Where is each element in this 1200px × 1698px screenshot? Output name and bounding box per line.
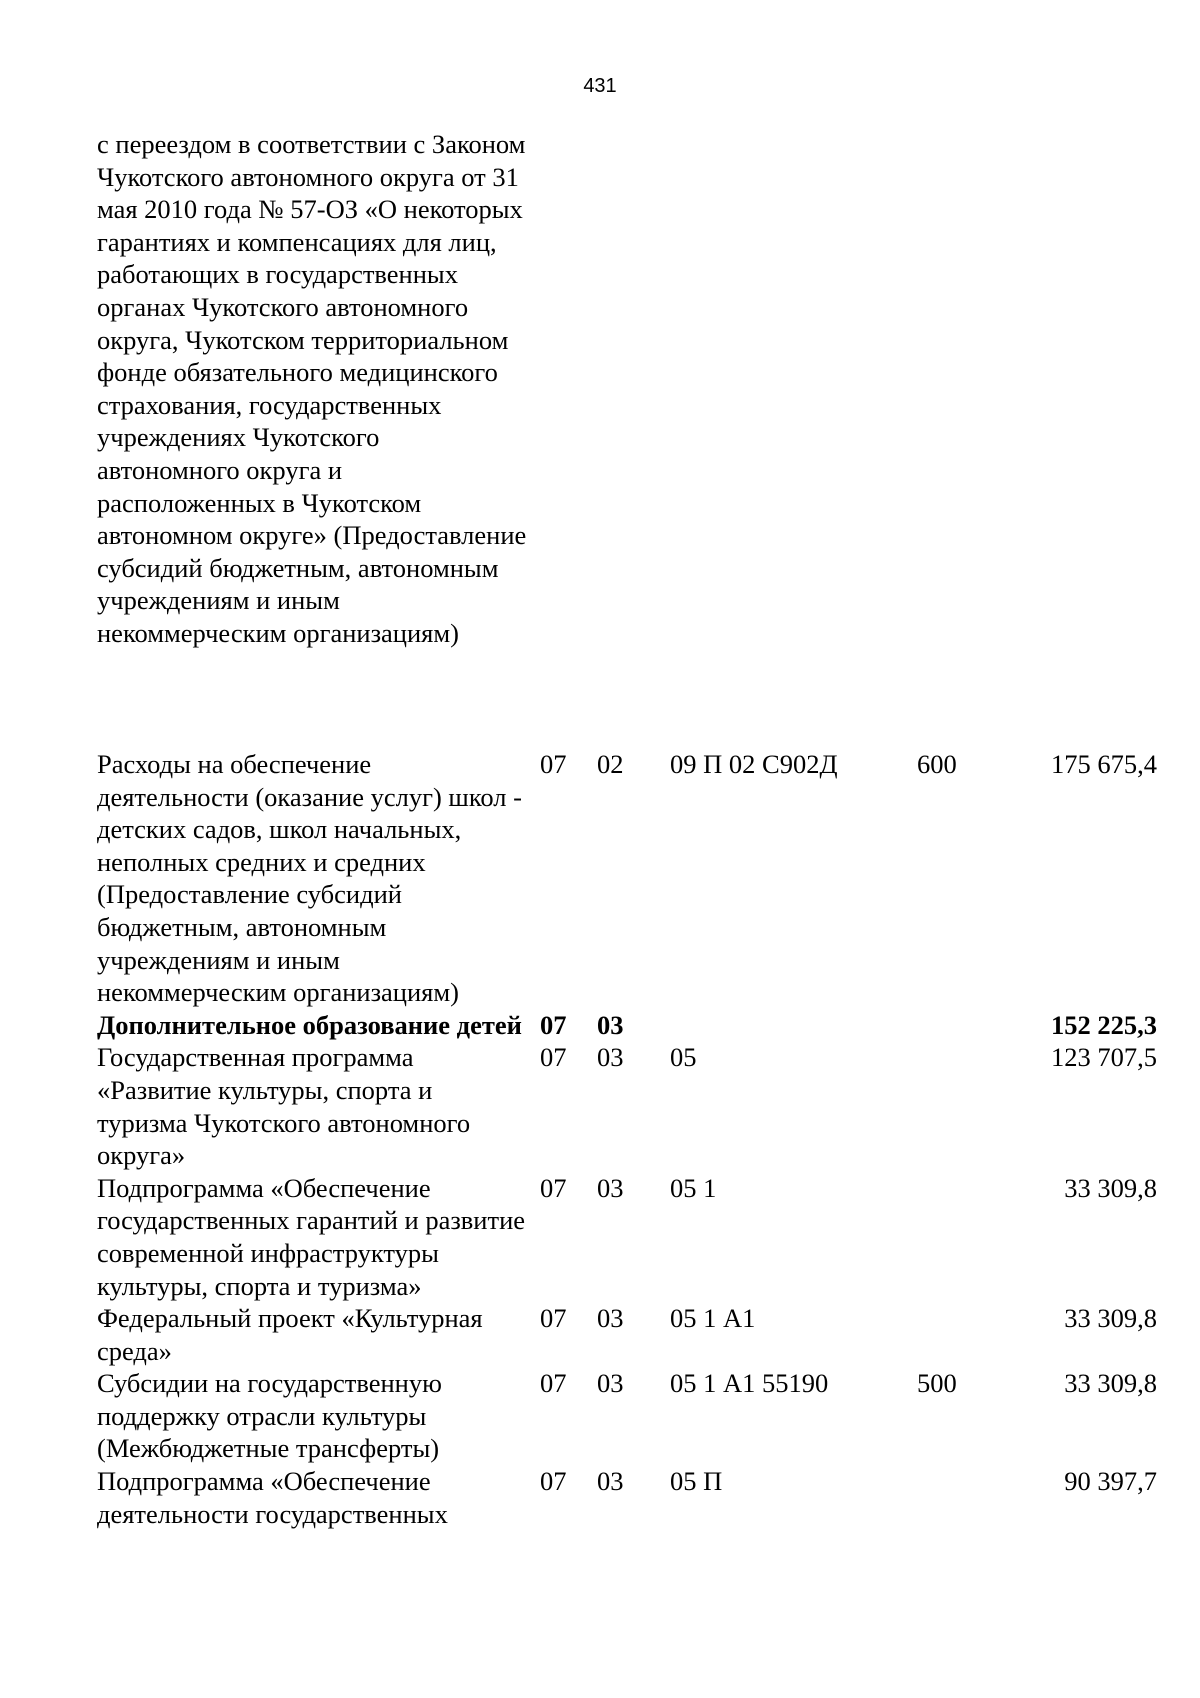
- row-subsection: 03: [597, 1172, 624, 1203]
- row-name: Субсидии на государственную поддержку отрасли культуры (Межбюджетные трансферты): [97, 1368, 442, 1464]
- continuation-text: с переездом в соответствии с Законом Чукотского автономного округа от 31 мая 2010 года № 57-ОЗ «О некоторых гарантиях и компенсациях для лиц, работающих в государственных органах Чукотского автономного округа, Чукотском территориальном фонде обязательного медицинского страхования, государственных учреждениях Чукотского автономного округа и расположенных в Чукотском автономном округе» (Предоставление субсидий бюджетным, автономным учреждениям и иным некоммерческим организациям): [97, 129, 527, 648]
- row-amount: 90 397,7: [1064, 1466, 1157, 1497]
- row-subsection: 03: [597, 1009, 624, 1040]
- row-subsection: 03: [597, 1042, 624, 1073]
- table-row: [97, 1367, 1157, 1465]
- row-name: Дополнительное образование детей: [97, 1009, 522, 1040]
- row-amount: 33 309,8: [1064, 1368, 1157, 1399]
- row-target-code: 05 П: [670, 1466, 723, 1497]
- row-section: 07: [540, 1466, 567, 1497]
- row-amount: 33 309,8: [1064, 1172, 1157, 1203]
- row-amount: 152 225,3: [1051, 1009, 1157, 1040]
- row-section: 07: [540, 1303, 567, 1334]
- table-row: [97, 748, 1157, 1009]
- row-section: 07: [540, 1042, 567, 1073]
- budget-table: [97, 748, 1157, 1530]
- page-number: 431: [583, 75, 617, 97]
- table-row: [97, 1465, 1157, 1530]
- row-target-code: 05 1: [670, 1172, 717, 1203]
- table-row: [97, 1009, 1157, 1042]
- row-target-code: 05 1 А1: [670, 1303, 756, 1334]
- row-section: 07: [540, 1172, 567, 1203]
- row-subsection: 03: [597, 1466, 624, 1497]
- row-section: 07: [540, 1368, 567, 1399]
- row-name: Подпрограмма «Обеспечение государственных гарантий и развитие современной инфраструктуры культуры, спорта и туризма»: [97, 1172, 526, 1301]
- row-name: Подпрограмма «Обеспечение деятельности государственных: [97, 1466, 448, 1529]
- row-subsection: 03: [597, 1368, 624, 1399]
- row-name: Расходы на обеспечение деятельности (оказание услуг) школ - детских садов, школ начальных, неполных средних и средних (Предоставление субсидий бюджетным, автономным учреждениям и иным некоммерческим организациям): [97, 749, 522, 1008]
- row-section: 07: [540, 1009, 567, 1040]
- row-amount: 33 309,8: [1064, 1303, 1157, 1334]
- row-name: Государственная программа «Развитие культуры, спорта и туризма Чукотского автономного округа»: [97, 1042, 471, 1171]
- row-expense-type: 600: [917, 749, 957, 779]
- row-section: 07: [540, 749, 567, 779]
- row-expense-type: 500: [917, 1368, 957, 1399]
- row-target-code: 09 П 02 С902Д: [670, 749, 838, 779]
- row-target-code: 05 1 А1 55190: [670, 1368, 829, 1399]
- row-amount: 175 675,4: [1051, 749, 1157, 779]
- row-target-code: 05: [670, 1042, 697, 1073]
- table-row: [97, 1041, 1157, 1171]
- row-subsection: 03: [597, 1303, 624, 1334]
- row-name: Федеральный проект «Культурная среда»: [97, 1303, 483, 1366]
- row-amount: 123 707,5: [1051, 1042, 1157, 1073]
- table-row: [97, 1172, 1157, 1302]
- row-subsection: 02: [597, 749, 624, 779]
- table-row: [97, 1302, 1157, 1367]
